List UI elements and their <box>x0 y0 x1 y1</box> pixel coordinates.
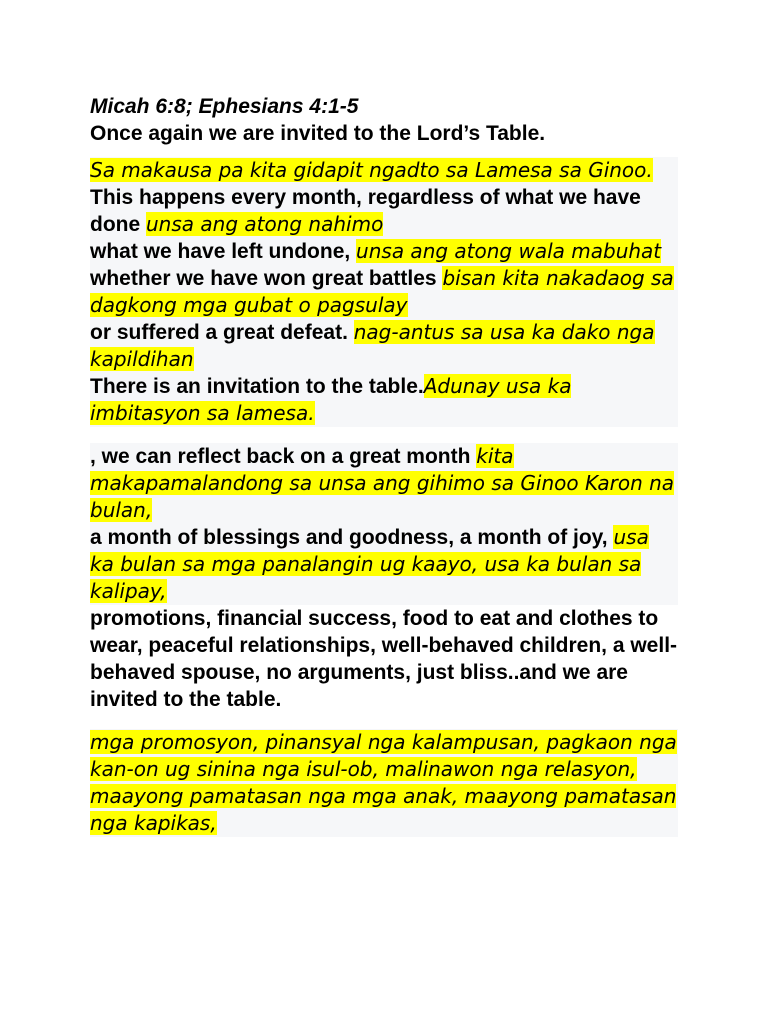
won-battles-line <box>90 265 678 319</box>
english-text: whether we have won great battles <box>90 267 443 290</box>
intro-sentence: Once again we are invited to the Lord’s Table. <box>90 122 546 145</box>
translation-text: nag-antus sa usa ka dako nga kapildihan <box>90 320 655 371</box>
english-text: what we have left undone, <box>90 240 357 263</box>
promotions-line <box>90 605 678 713</box>
translation-text: usa ka bulan sa mga panalangin ug kaayo, usa ka bulan sa kalipay, <box>90 525 649 603</box>
paragraph-promotions-translation <box>90 729 678 837</box>
document-page <box>90 93 678 837</box>
translation-text: unsa ang atong wala mabuhat <box>356 239 662 263</box>
english-text: promotions, financial success, food to eat and clothes to wear, peaceful relationships, well-behaved children, a well-behaved spouse, no arguments, just bliss..and we are invited to the table. <box>90 607 678 711</box>
left-undone-line <box>90 238 678 265</box>
translation-text: bisan kita nakadaog sa dagkong mga gubat o pagsulay <box>90 266 674 317</box>
every-month-line <box>90 184 678 238</box>
english-text: , we can reflect back on a great month <box>90 445 477 468</box>
invitation-translation <box>90 157 678 184</box>
translation-text: unsa ang atong nahimo <box>146 212 384 236</box>
translation-text: mga promosyon, pinansyal nga kalampusan, pagkaon nga kan-on ug sinina nga isul-ob, malinawon nga relasyon, maayong pamatasan nga mga anak, maayong pamatasan nga kapikas, <box>90 730 677 835</box>
english-text: or suffered a great defeat. <box>90 321 354 344</box>
english-text: There is an invitation to the table. <box>90 375 424 398</box>
english-text: a month of blessings and goodness, a month of joy, <box>90 526 614 549</box>
reflect-line <box>90 443 678 524</box>
blessings-line <box>90 524 678 605</box>
paragraph-invitation <box>90 157 678 427</box>
defeat-line <box>90 319 678 373</box>
paragraph-reflection <box>90 443 678 605</box>
translation-text: kita makapamalandong sa unsa ang gihimo sa Ginoo Karon na bulan, <box>90 444 675 522</box>
english-text: This happens every month, regardless of what we have done <box>90 186 641 236</box>
translation-text: Sa makausa pa kita gidapit ngadto sa Lamesa sa Ginoo. <box>90 158 653 182</box>
paragraph-promotions <box>90 605 678 713</box>
promotions-translation-line <box>90 729 678 837</box>
translation-text: Adunay usa ka imbitasyon sa lamesa. <box>90 374 572 425</box>
invitation-line <box>90 373 678 427</box>
scripture-reference: Micah 6:8; Ephesians 4:1-5 <box>90 95 359 118</box>
